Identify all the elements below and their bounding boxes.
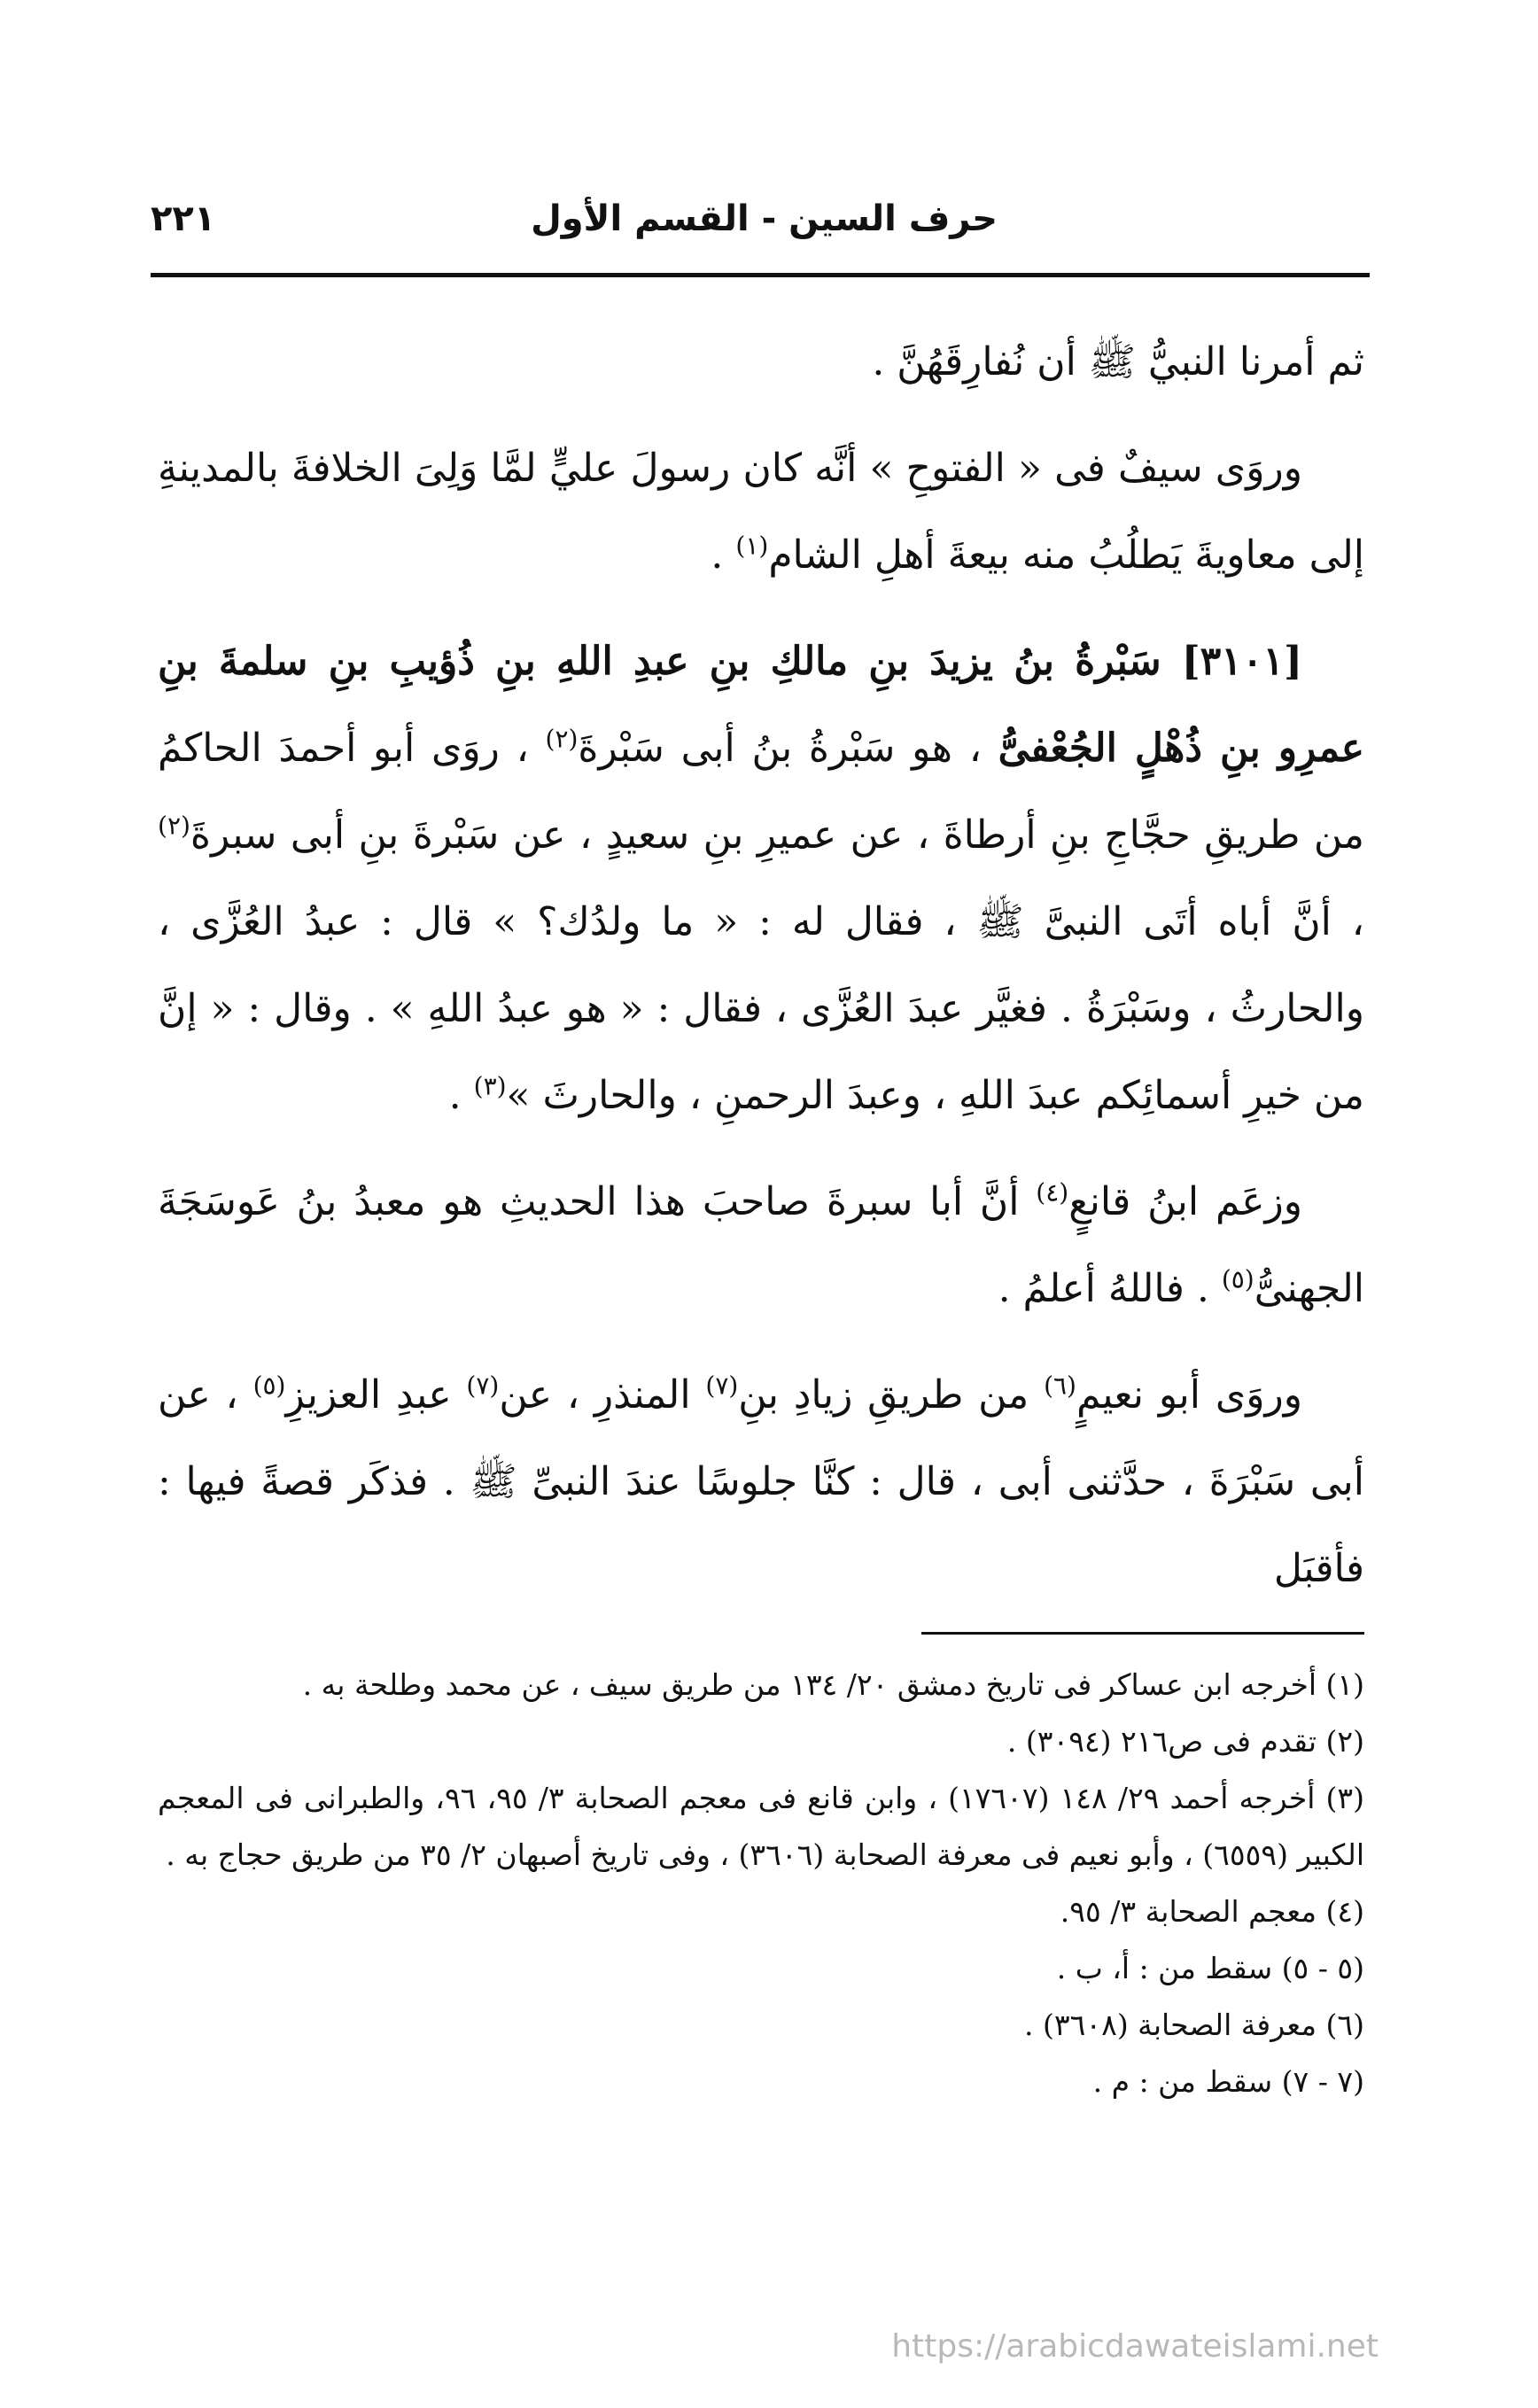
footnote-marker: (٤)	[1036, 1177, 1069, 1208]
footnote: (٤) معجم الصحابة ٣/ ٩٥.	[1060, 1894, 1364, 1929]
footnotes	[158, 1657, 1364, 2110]
entry-heading: [٣١٠١] سَبْرةُ بنُ يزيدَ بنِ مالكِ بنِ عبدِ اللهِ بنِ ذُؤيبِ بنِ سلمةَ بنِ عمرِو بنِ ذُهْلٍ الجُعْفىُّ	[158, 639, 1365, 771]
footnote: (٦) معرفة الصحابة (٣٦٠٨) .	[1024, 2008, 1364, 2042]
paragraph-2: وروَى سيفٌ فى « الفتوحِ » أنَّه كان رسولَ عليٍّ لمَّا وَلِىَ الخلافةَ بالمدينةِ إلى معاويةَ يَطلُبُ منه بيعةَ أهلِ الشام$^{(١)}$ .	[158, 446, 1364, 578]
footnote: (٧ - ٧) سقط من : م .	[1092, 2064, 1364, 2099]
footnote: (٣) أخرجه أحمد ٢٩/ ١٤٨ (١٧٦٠٧) ، وابن قانع فى معجم الصحابة ٣/ ٩٥، ٩٦، والطبرانى فى المعجم الكبير (٦٥٥٩) ، وأبو نعيم فى معرفة الصحابة (٣٦٠٦) ، وفى تاريخ أصبهان ٢/ ٣٥ من طريق حجاج به .	[158, 1781, 1365, 1872]
footnote-marker: (١)	[735, 531, 769, 561]
paragraph-1: ثم أمرنا النبيُّ ﷺ أن نُفارِقَهُنَّ .	[872, 339, 1364, 385]
watermark-url: https://arabicdawateislami.net	[891, 2328, 1379, 2365]
paragraph-5: وروَى أبو نعيمٍ$^{(٦)}$ من طريقِ زيادِ بنِ$^{(٧)}$ المنذرِ ، عن$^{(٧)}$ عبدِ العزيزِ$^{(٥)}$ ، عن أبى سَبْرَةَ ، حدَّثنى أبى ، قال : كنَّا جلوسًا عندَ النبىِّ ﷺ . فذكَر قصةً فيها : فأقبَل	[158, 1371, 1364, 1591]
page-header	[151, 186, 1370, 248]
entry-3101: [٣١٠١] سَبْرةُ بنُ يزيدَ بنِ مالكِ بنِ عبدِ اللهِ بنِ ذُؤيبِ بنِ سلمةَ بنِ عمرِو بنِ ذُهْلٍ الجُعْفىُّ ، هو سَبْرةُ بنُ أبى سَبْرةَ$^{(٢)}$ ، روَى أبو أحمدَ الحاكمُ من طريقِ حجَّاجِ بنِ أرطاةَ ، عن عميرِ بنِ سعيدٍ ، عن سَبْرةَ بنِ أبى سبرةَ$^{(٢)}$ ، أنَّ أباه أتَى النبىَّ ﷺ ، فقال له : « ما ولدُك؟ » قال : عبدُ العُزَّى ، والحارثُ ، وسَبْرَةُ . فغيَّر عبدَ العُزَّى ، فقال : « هو عبدُ اللهِ » . وقال : « إنَّ من خيرِ أسمائِكم عبدَ اللهِ ، وعبدَ الرحمنِ ، والحارثَ »$^{(٣)}$ .	[158, 639, 1365, 1118]
footnote-separator	[921, 1632, 1364, 1635]
main-text	[158, 319, 1364, 1632]
header-rule	[151, 273, 1370, 277]
footnote-marker: (٦)	[1044, 1371, 1076, 1401]
footnote-marker: (٥)	[1221, 1264, 1254, 1294]
running-title: حرف السين - القسم الأول	[531, 198, 998, 239]
footnote: (٥ - ٥) سقط من : أ، ب .	[1056, 1951, 1364, 1985]
footnote-marker: (٣)	[473, 1071, 507, 1101]
footnote-marker: (٢)	[158, 811, 190, 841]
footnote-marker: (٧)	[466, 1371, 500, 1401]
footnote-marker: (٥)	[252, 1371, 286, 1401]
footnote: (٢) تقدم فى ص٢١٦ (٣٠٩٤) .	[1006, 1724, 1364, 1759]
footnote-marker: (٢)	[545, 724, 579, 754]
footnote-marker: (٧)	[705, 1371, 739, 1401]
paragraph-4: وزعَم ابنُ قانعٍ$^{(٤)}$ أنَّ أبا سبرةَ صاحبَ هذا الحديثِ هو معبدُ بنُ عَوسَجَةَ الجهنىُّ$^{(٥)}$ . فاللهُ أعلمُ .	[158, 1177, 1364, 1311]
footnote: (١) أخرجه ابن عساكر فى تاريخ دمشق ٢٠/ ١٣٤ من طريق سيف ، عن محمد وطلحة به .	[302, 1667, 1364, 1702]
page-number: ٢٢١	[151, 198, 216, 239]
